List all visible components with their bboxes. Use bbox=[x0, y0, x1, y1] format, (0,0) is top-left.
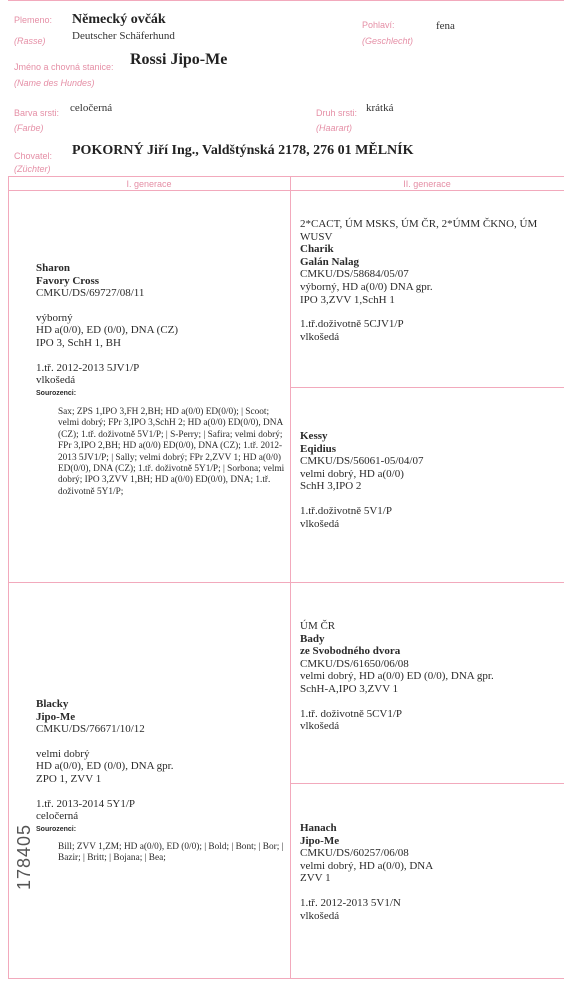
gen1-header: I. generace bbox=[126, 179, 172, 189]
serial-number: 178405 bbox=[14, 823, 34, 890]
gen2-header: II. generace bbox=[403, 179, 451, 189]
coat-color-value: celočerná bbox=[70, 102, 113, 114]
dam-dam-breeding: 1.tř. 2012-2013 5V1/N bbox=[300, 896, 401, 909]
sire-sire-name-1: Charik bbox=[300, 243, 334, 256]
dam-siblings-label: Sourozenci: bbox=[36, 825, 77, 833]
name-label: Jméno a chovná stanice: bbox=[14, 62, 114, 72]
dam-dam-entry bbox=[300, 822, 558, 922]
dam-sire-exams: SchH-A,IPO 3,ZVV 1 bbox=[300, 682, 399, 695]
coat-type-value: krátká bbox=[366, 102, 394, 114]
dam-sire-titles: ÚM ČR bbox=[300, 620, 336, 632]
dam-sire-health: velmi dobrý, HD a(0/0) ED (0/0), DNA gpr. bbox=[300, 670, 494, 683]
dam-name-2: Jipo-Me bbox=[36, 710, 76, 723]
sire-sire-health: výborný, HD a(0/0) DNA gpr. bbox=[300, 280, 433, 293]
gen2-divider-3 bbox=[290, 783, 564, 784]
dam-sire-reg: CMKU/DS/61650/06/08 bbox=[300, 657, 409, 670]
dam-name-1: Blacky bbox=[36, 698, 69, 710]
breed-value-de: Deutscher Schäferhund bbox=[72, 30, 175, 42]
sex-label-de: (Geschlecht) bbox=[362, 36, 414, 46]
sire-dam-color: vlkošedá bbox=[300, 517, 340, 530]
sex-value: fena bbox=[436, 20, 455, 32]
sire-dam-entry bbox=[300, 430, 558, 530]
sex-label: Pohlaví: bbox=[362, 20, 395, 30]
dam-dam-exams: ZVV 1 bbox=[300, 872, 331, 885]
pedigree-top-border bbox=[8, 176, 564, 177]
dam-sire-entry bbox=[300, 620, 558, 733]
dam-exams: ZPO 1, ZVV 1 bbox=[36, 772, 102, 785]
breed-value: Německý ovčák bbox=[72, 12, 166, 27]
dam-dam-reg: CMKU/DS/60257/06/08 bbox=[300, 847, 409, 860]
breeder-value: POKORNÝ Jiří Ing., Valdštýnská 2178, 276 01 MĚLNÍK bbox=[72, 143, 414, 158]
sire-sire-name-2: Galán Nalag bbox=[300, 255, 359, 268]
sire-breeding: 1.tř. 2012-2013 5JV1/P bbox=[36, 361, 140, 374]
mid-divider bbox=[8, 582, 564, 583]
dam-breeding: 1.tř. 2013-2014 5Y1/P bbox=[36, 797, 135, 810]
sire-reg: CMKU/DS/69727/08/11 bbox=[36, 287, 145, 300]
dam-dam-health: velmi dobrý, HD a(0/0), DNA bbox=[300, 859, 434, 872]
dam-sire-name-1: Bady bbox=[300, 632, 325, 645]
sire-sire-breeding: 1.tř.doživotně 5CJV1/P bbox=[300, 318, 404, 331]
gen2-divider-1 bbox=[290, 387, 564, 388]
dam-entry bbox=[36, 698, 286, 836]
dam-dam-name-2: Jipo-Me bbox=[300, 834, 340, 847]
breeder-label: Chovatel: bbox=[14, 151, 53, 161]
dam-eval: velmi dobrý bbox=[36, 747, 90, 760]
sire-dam-name-2: Eqidius bbox=[300, 442, 337, 455]
generation-header-border bbox=[8, 190, 564, 191]
breed-label: Plemeno: bbox=[14, 15, 53, 25]
sire-health: HD a(0/0), ED (0/0), DNA (CZ) bbox=[36, 324, 179, 337]
dam-sire-color: vlkošedá bbox=[300, 720, 340, 733]
sire-sire-exams: IPO 3,ZVV 1,SchH 1 bbox=[300, 293, 395, 306]
coat-type-label: Druh srsti: bbox=[316, 108, 358, 118]
dam-health: HD a(0/0), ED (0/0), DNA gpr. bbox=[36, 760, 174, 773]
dam-reg: CMKU/DS/76671/10/12 bbox=[36, 723, 145, 736]
dam-dam-color: vlkošedá bbox=[300, 909, 340, 922]
sire-sire-titles: 2*CACT, ÚM MSKS, ÚM ČR, 2*ÚMM ČKNO, ÚM WUSV bbox=[300, 218, 538, 243]
dam-sire-breeding: 1.tř. doživotně 5CV1/P bbox=[300, 707, 403, 720]
breed-label-de: (Rasse) bbox=[14, 36, 46, 46]
name-label-de: (Name des Hundes) bbox=[14, 78, 95, 88]
sire-dam-name-1: Kessy bbox=[300, 430, 328, 442]
sire-siblings-label: Sourozenci: bbox=[36, 389, 77, 397]
sire-sire-entry bbox=[300, 218, 558, 343]
coat-type-label-de: (Haarart) bbox=[316, 123, 353, 133]
left-border bbox=[8, 176, 9, 979]
sire-sire-reg: CMKU/DS/58684/05/07 bbox=[300, 268, 409, 281]
dam-color: celočerná bbox=[36, 810, 79, 823]
breeder-label-de: (Züchter) bbox=[14, 164, 51, 174]
top-border bbox=[8, 0, 564, 1]
bottom-border bbox=[8, 978, 564, 979]
sire-entry bbox=[36, 262, 286, 400]
sire-eval: výborný bbox=[36, 311, 73, 324]
sire-color: vlkošedá bbox=[36, 374, 76, 387]
sire-exams: IPO 3, SchH 1, BH bbox=[36, 336, 121, 349]
dog-name: Rossi Jipo-Me bbox=[130, 51, 228, 68]
sire-name-1: Sharon bbox=[36, 262, 71, 274]
dam-sire-name-2: ze Svobodného dvora bbox=[300, 645, 401, 658]
sire-dam-health: velmi dobrý, HD a(0/0) bbox=[300, 467, 404, 480]
sire-name-2: Favory Cross bbox=[36, 274, 100, 287]
coat-color-label: Barva srsti: bbox=[14, 108, 60, 118]
dam-dam-name-1: Hanach bbox=[300, 822, 337, 834]
coat-color-label-de: (Farbe) bbox=[14, 123, 44, 133]
sire-dam-reg: CMKU/DS/56061-05/04/07 bbox=[300, 455, 424, 468]
dam-siblings: Bill; ZVV 1,ZM; HD a(0/0), ED (0/0); | Bold; | Bont; | Bor; | Bazir; | Britt; | Bojana; | Bea; bbox=[58, 842, 284, 864]
sire-dam-breeding: 1.tř.doživotně 5V1/P bbox=[300, 504, 392, 517]
sire-sire-color: vlkošedá bbox=[300, 330, 340, 343]
sire-dam-exams: SchH 3,IPO 2 bbox=[300, 480, 362, 493]
sire-siblings: Sax; ZPS 1,IPO 3,FH 2,BH; HD a(0/0) ED(0/0); | Scoot; velmi dobrý; FPr 3,IPO 3,SchH 2; HD a(0/0) ED(0/0), DNA (CZ); 1.tř. doživotně 5V1/P; | S-Perry; | Safira; velmi dobrý; FPr 3,IPO 2,BH; HD a(0/0) ED(0/0), DNA (CZ); 1.tř. 2012-2013 5JV1/P; | Sally; velmi dobrý; FPr 2,ZVV 1; HD a(0/0) ED(0/0), DNA (CZ); 1.tř. doživotně 5Y1/P; | Sorbona; velmi dobrý; IPO 3,ZVV 1,BH; HD a(0/0) ED(0/0), DNA; 1.tř. doživotně 5Y1/P; bbox=[58, 407, 285, 497]
